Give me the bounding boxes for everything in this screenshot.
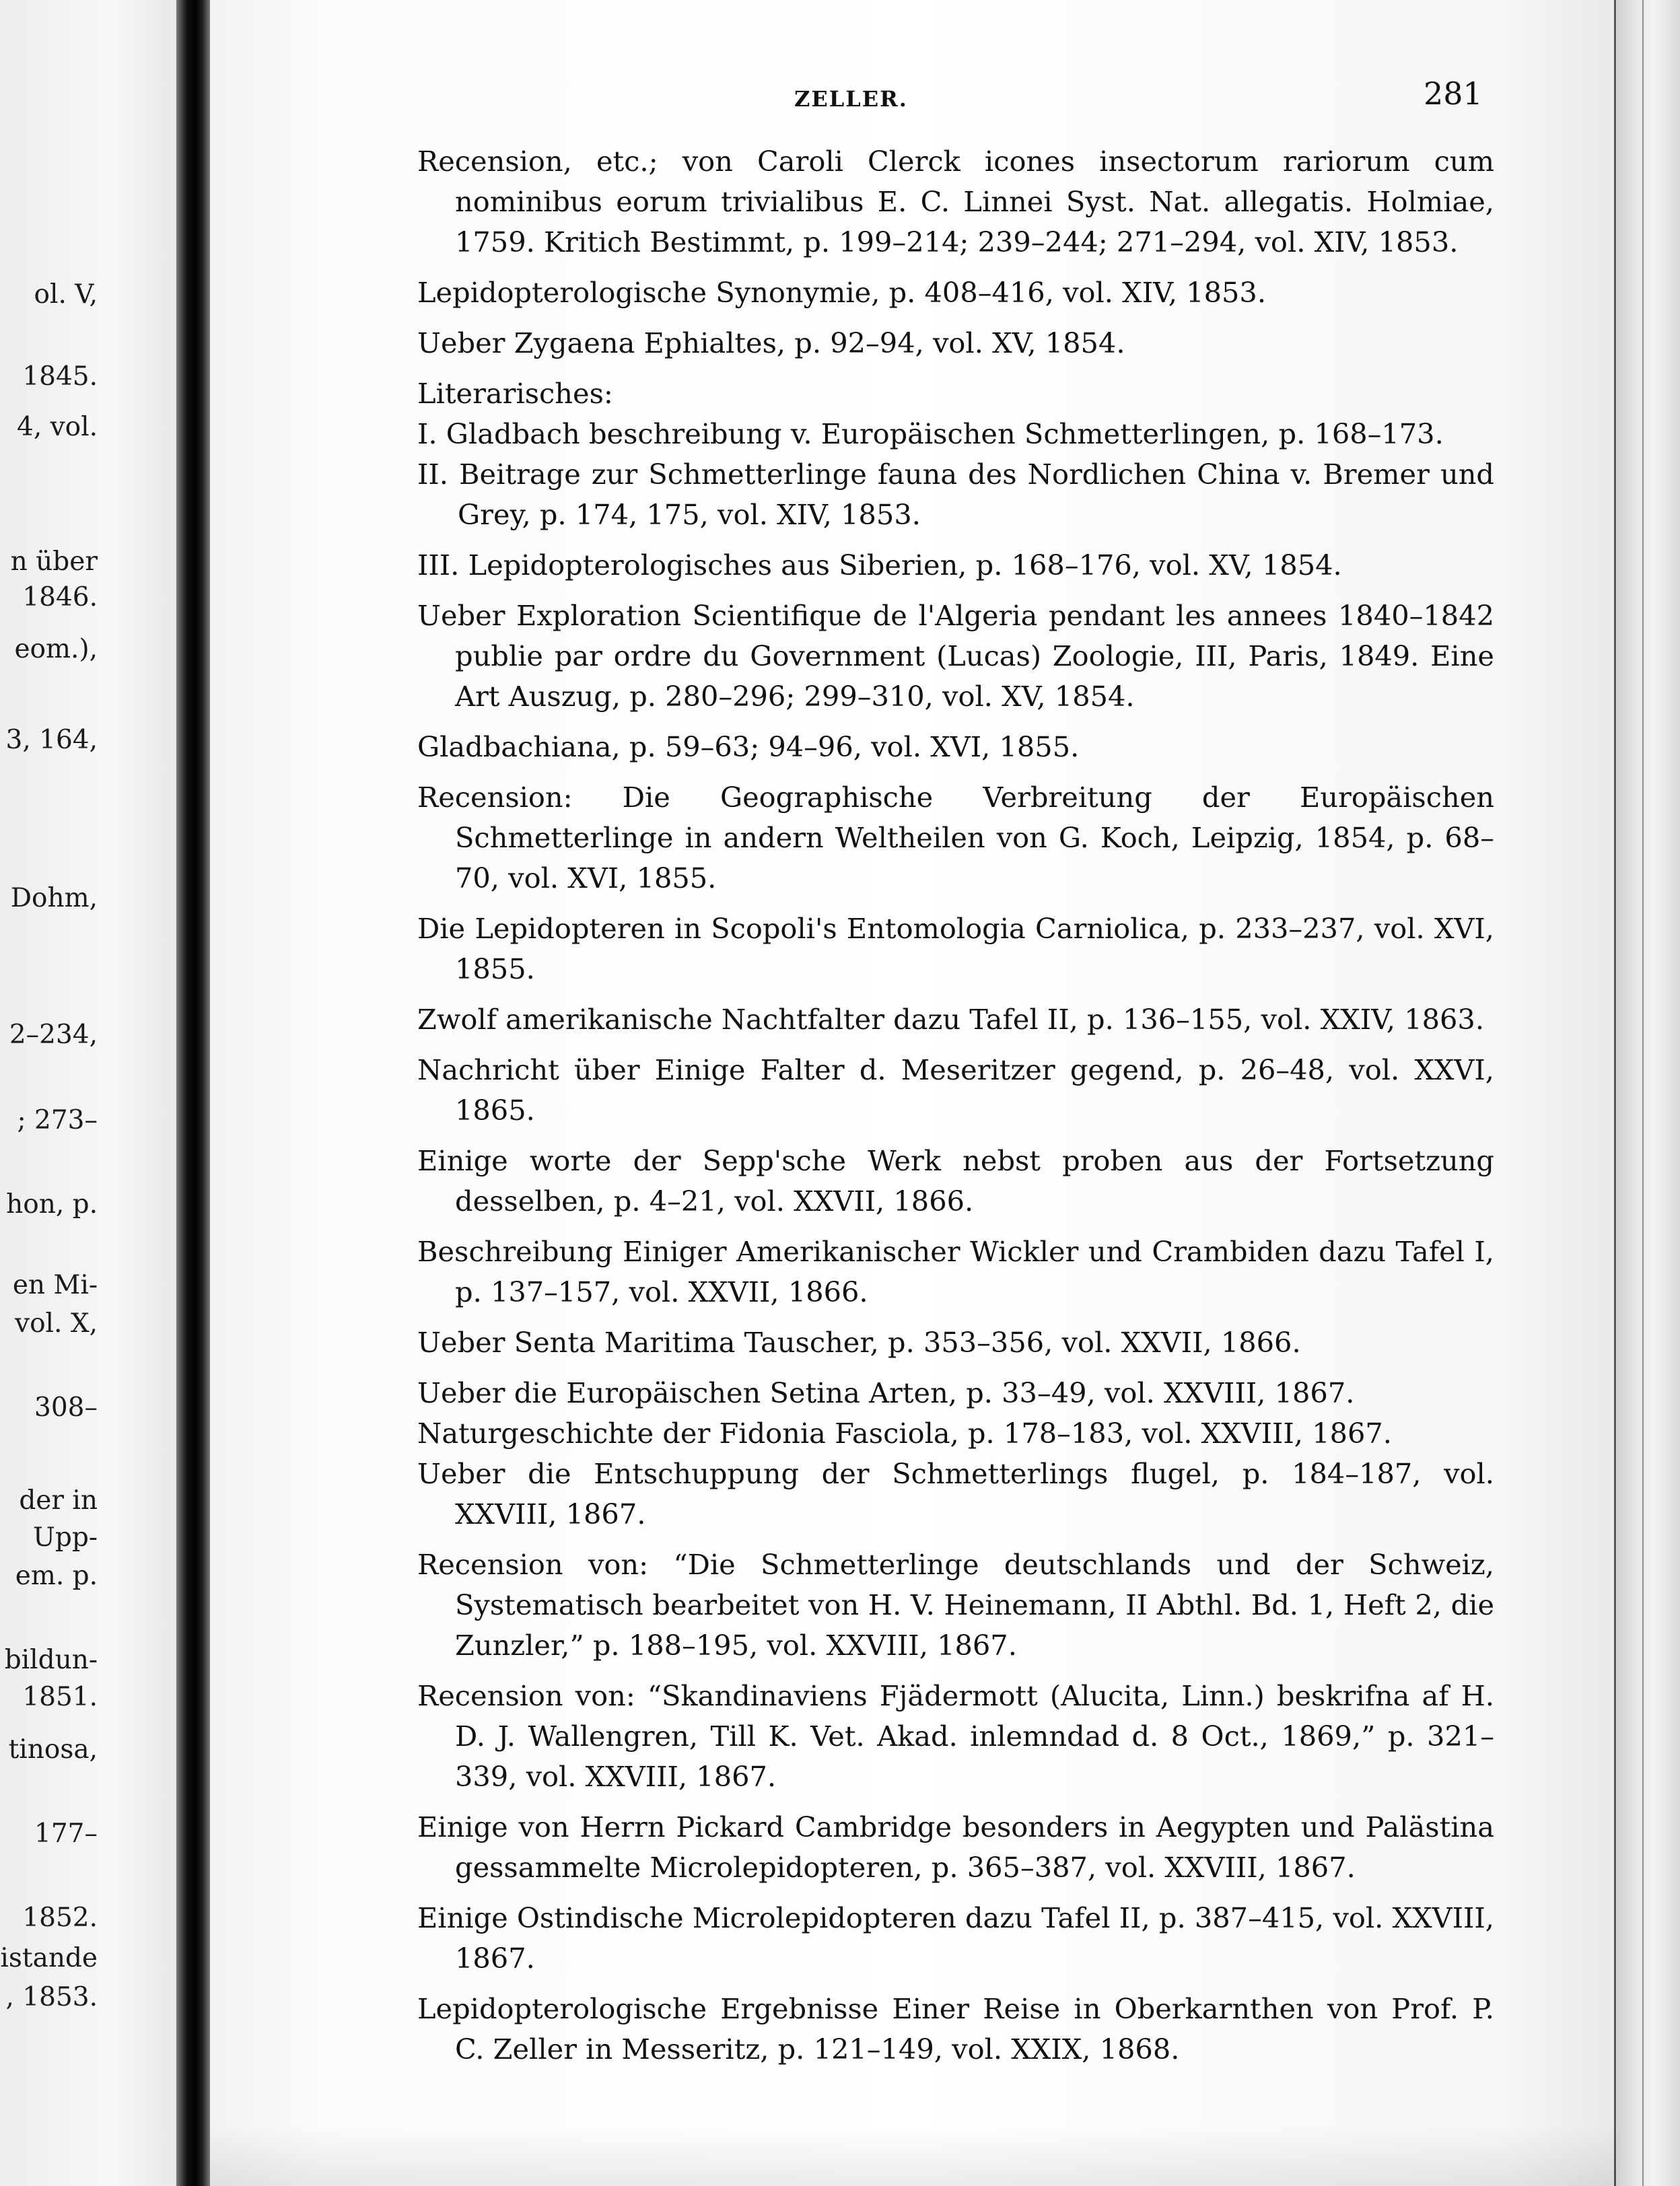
page-edge-line <box>1614 0 1616 2186</box>
left-fragment: ; 273– <box>17 1105 98 1135</box>
left-fragment: 3, 164, <box>5 725 98 755</box>
left-fragment: hon, p. <box>6 1189 98 1220</box>
bibliography-entry: Nachricht über Einige Falter d. Meseritzer gegend, p. 26–48, vol. XXVI, 1865. <box>417 1053 1494 1127</box>
left-page-margin <box>0 0 185 2186</box>
bibliography-list <box>417 141 1494 2080</box>
bibliography-entry: Lepidopterologische Synonymie, p. 408–416, vol. XIV, 1853. <box>417 276 1267 309</box>
left-fragment: Dohm, <box>10 883 98 913</box>
left-fragment: 1846. <box>22 582 98 612</box>
bibliography-entry: Ueber Zygaena Ephialtes, p. 92–94, vol. XV, 1854. <box>417 326 1125 359</box>
bibliography-entry: Ueber Senta Maritima Tauscher, p. 353–356, vol. XXVII, 1866. <box>417 1326 1301 1359</box>
page-edge <box>1617 0 1680 2186</box>
bibliography-entry: Beschreibung Einiger Amerikanischer Wickler und Crambiden dazu Tafel I, p. 137–157, vol. XXVII, 1866. <box>417 1235 1494 1308</box>
left-fragment: eom.), <box>14 634 98 664</box>
page-number: 281 <box>1424 75 1483 112</box>
left-fragment: 2–234, <box>9 1020 98 1050</box>
left-fragment: 177– <box>34 1819 98 1849</box>
bibliography-entry: Einige von Herrn Pickard Cambridge besonders in Aegypten und Palästina gessammelte Microlepidopteren, p. 365–387, vol. XXVIII, 1867. <box>417 1810 1494 1884</box>
bibliography-entry: II. Beitrage zur Schmetterlinge fauna des Nordlichen China v. Bremer und Grey, p. 174, 175, vol. XIV, 1853. <box>417 458 1494 531</box>
left-fragment: n über <box>10 546 98 577</box>
left-fragment: en Mi- <box>12 1270 98 1300</box>
left-fragment: em. p. <box>15 1561 98 1591</box>
left-fragment: bildun- <box>4 1645 98 1675</box>
bibliography-entry: I. Gladbach beschreibung v. Europäischen Schmetterlingen, p. 168–173. <box>417 417 1444 450</box>
left-fragment: tinosa, <box>8 1734 98 1765</box>
bibliography-entry: Gladbachiana, p. 59–63; 94–96, vol. XVI, 1855. <box>417 730 1080 763</box>
left-fragment: 308– <box>34 1392 98 1423</box>
bibliography-entry: Recension, etc.; von Caroli Clerck icones insectorum rariorum cum nominibus eorum trivialibus E. C. Linnei Syst. Nat. allegatis. Holmiae, 1759. Kritich Bestimmt, p. 199–214; 239–244; 271–294, vol. XIV, 1853. <box>417 145 1494 258</box>
left-fragment: der in <box>19 1485 98 1516</box>
left-fragment: istande <box>0 1943 98 1973</box>
left-fragment: 1852. <box>22 1903 98 1933</box>
bibliography-entry: Recension von: “Skandinaviens Fjädermott (Alucita, Linn.) beskrifna af H. D. J. Wallengren, Till K. Vet. Akad. inlemndad d. 8 Oct., 1869,” p. 321–339, vol. XXVIII, 1867. <box>417 1679 1494 1793</box>
bibliography-entry: III. Lepidopterologisches aus Siberien, p. 168–176, vol. XV, 1854. <box>417 549 1342 581</box>
page-edge-line <box>1642 0 1644 2186</box>
bibliography-entry: Ueber die Entschuppung der Schmetterlings flugel, p. 184–187, vol. XXVIII, 1867. <box>417 1457 1494 1530</box>
bibliography-entry: Recension: Die Geographische Verbreitung der Europäischen Schmetterlinge in andern Weltheilen von G. Koch, Leipzig, 1854, p. 68–70, vol. XVI, 1855. <box>417 781 1494 894</box>
left-fragment: , 1853. <box>5 1982 98 2012</box>
book-gutter <box>176 0 211 2186</box>
left-fragment: 1845. <box>22 361 98 392</box>
bibliography-entry: Die Lepidopteren in Scopoli's Entomologia Carniolica, p. 233–237, vol. XVI, 1855. <box>417 912 1494 985</box>
bibliography-entry: Lepidopterologische Ergebnisse Einer Reise in Oberkarnthen von Prof. P. C. Zeller in Messeritz, p. 121–149, vol. XXIX, 1868. <box>417 1992 1494 2066</box>
left-fragment: ol. V, <box>34 279 98 310</box>
bibliography-entry: Einige Ostindische Microlepidopteren dazu Tafel II, p. 387–415, vol. XXVIII, 1867. <box>417 1901 1494 1975</box>
bibliography-entry: Literarisches: <box>417 377 613 410</box>
running-head: ZELLER. <box>794 86 908 112</box>
bibliography-entry: Ueber Exploration Scientifique de l'Algeria pendant les annees 1840–1842 publie par ordre du Government (Lucas) Zoologie, III, Paris, 1849. Eine Art Auszug, p. 280–296; 299–310, vol. XV, 1854. <box>417 599 1494 713</box>
page-bottom-shadow <box>210 2125 1617 2186</box>
bibliography-entry: Einige worte der Sepp'sche Werk nebst proben aus der Fortsetzung desselben, p. 4–21, vol. XXVII, 1866. <box>417 1144 1494 1218</box>
bibliography-entry: Ueber die Europäischen Setina Arten, p. 33–49, vol. XXVIII, 1867. <box>417 1376 1355 1409</box>
left-fragment: Upp- <box>33 1522 98 1553</box>
bibliography-entry: Recension von: “Die Schmetterlinge deutschlands und der Schweiz, Systematisch bearbeitet von H. V. Heinemann, II Abthl. Bd. 1, Heft 2, die Zunzler,” p. 188–195, vol. XXVIII, 1867. <box>417 1548 1494 1662</box>
bibliography-entry: Naturgeschichte der Fidonia Fasciola, p. 178–183, vol. XXVIII, 1867. <box>417 1417 1393 1450</box>
left-fragment: 4, vol. <box>17 412 98 442</box>
left-fragment: vol. X, <box>15 1308 98 1339</box>
left-fragment: 1851. <box>22 1682 98 1712</box>
bibliography-entry: Zwolf amerikanische Nachtfalter dazu Tafel II, p. 136–155, vol. XXIV, 1863. <box>417 1003 1485 1036</box>
